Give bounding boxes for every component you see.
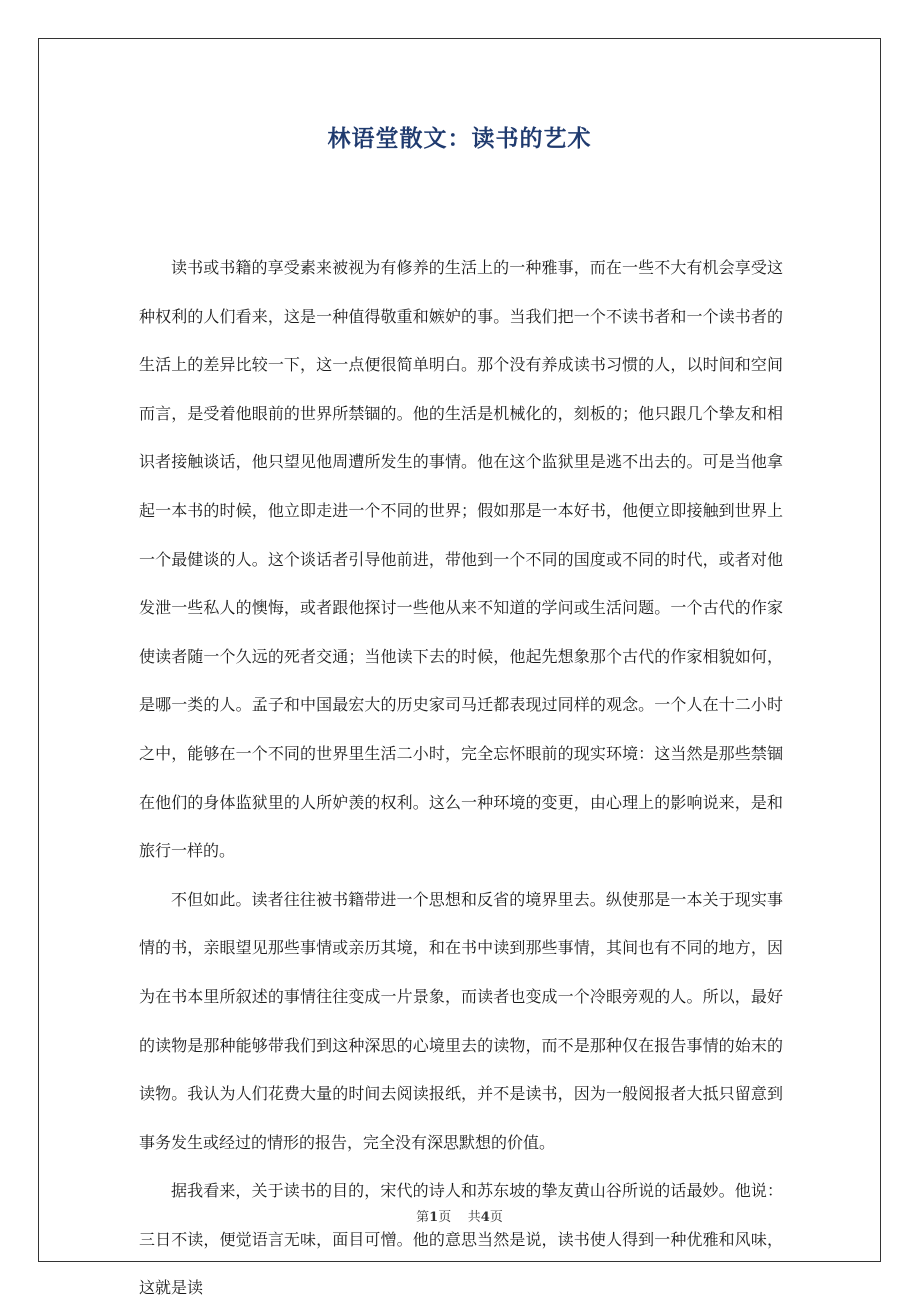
page-prefix: 第 (416, 1210, 430, 1225)
paragraph-2: 不但如此。读者往往被书籍带进一个思想和反省的境界里去。纵使那是一本关于现实事情的书，亲眼望见那些事情或亲历其境，和在书中读到那些事情，其间也有不同的地方，因为在书本里所叙述的事情往往变成一片景象，而读者也变成一个冷眼旁观的人。所以，最好的读物是那种能够带我们到这种深思的心境里去的读物，而不是那种仅在报告事情的始末的读物。我认为人们花费大量的时间去阅读报纸，并不是读书，因为一般阅报者大抵只留意到事务发生或经过的情形的报告，完全没有深思默想的价值。 (139, 889, 783, 1152)
paragraph-1: 读书或书籍的享受素来被视为有修养的生活上的一种雅事，而在一些不大有机会享受这种权利的人们看来，这是一种值得敬重和嫉妒的事。当我们把一个不读书者和一个读书者的生活上的差异比较一下，这一点便很简单明白。那个没有养成读书习惯的人，以时间和空间而言，是受着他眼前的世界所禁锢的。他的生活是机械化的，刻板的；他只跟几个挚友和相识者接触谈话，他只望见他周遭所发生的事情。他在这个监狱里是逃不出去的。可是当他拿起一本书的时候，他立即走进一个不同的世界；假如那是一本好书，他便立即接触到世界上一个最健谈的人。这个谈话者引导他前进，带他到一个不同的国度或不同的时代，或者对他发泄一些私人的懊悔，或者跟他探讨一些他从来不知道的学问或生活问题。一个古代的作家使读者随一个久远的死者交通；当他读下去的时候，他起先想象那个古代的作家相貌如何，是哪一类的人。孟子和中国最宏大的历史家司马迁都表现过同样的观念。一个人在十二小时之中，能够在一个不同的世界里生活二小时，完全忘怀眼前的现实环境：这当然是那些禁锢在他们的身体监狱里的人所妒羡的权利。这么一种环境的变更，由心理上的影响说来，是和旅行一样的。 (139, 258, 783, 861)
paragraph-3: 据我看来，关于读书的目的，宋代的诗人和苏东坡的挚友黄山谷所说的话最妙。他说：三日不读，便觉语言无味，面目可憎。他的意思当然是说，读书使人得到一种优雅和风味，这就是读 (139, 1181, 783, 1298)
total-prefix: 共 (467, 1210, 481, 1225)
page-current: 1 (429, 1210, 439, 1225)
document-body (139, 244, 783, 1313)
page-unit: 页 (438, 1210, 452, 1225)
total-unit: 页 (489, 1210, 503, 1225)
page-total: 4 (480, 1210, 490, 1225)
document-title: 林语堂散文：读书的艺术 (327, 126, 592, 152)
page-footer (38, 1206, 881, 1225)
